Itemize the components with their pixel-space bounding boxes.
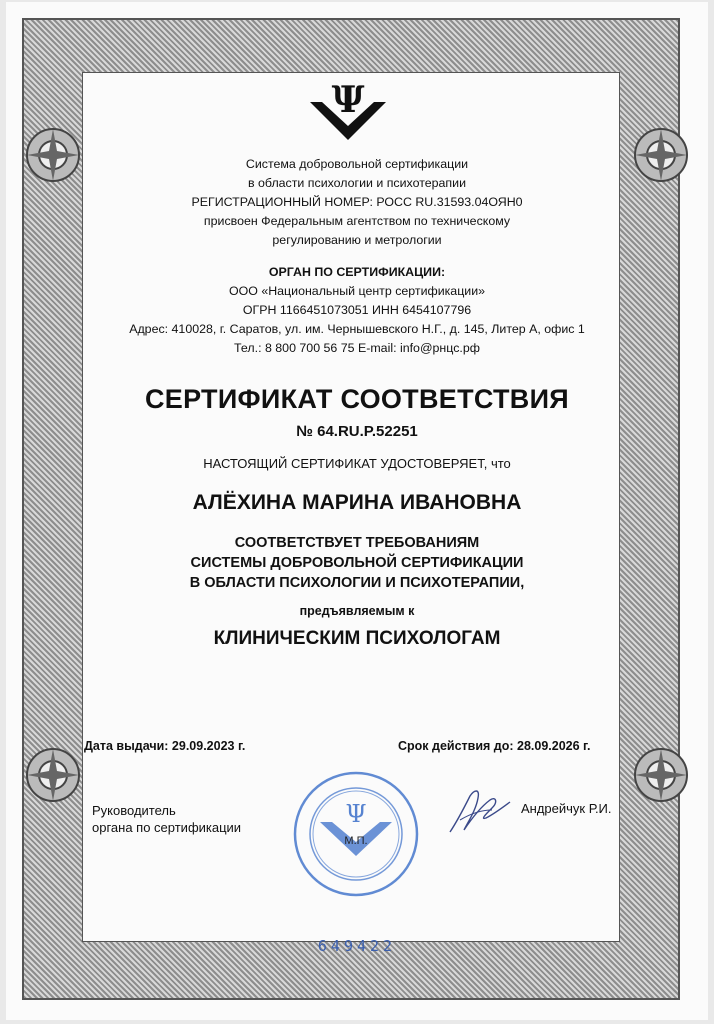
holder-name: АЛЁХИНА МАРИНА ИВАНОВНА [192,491,522,514]
official-seal [292,770,420,898]
requirements-block [0,533,714,593]
svg-text:Ψ: Ψ [345,800,367,828]
certification-body [0,263,714,358]
requirements-line: СИСТЕМЫ ДОБРОВОЛЬНОЙ СЕРТИФИКАЦИИ [190,555,524,571]
requirements-line: В ОБЛАСТИ ПСИХОЛОГИИ И ПСИХОТЕРАПИИ, [189,575,525,591]
presented-text: предъявляемым к [299,604,415,618]
requirements-line: СООТВЕТСТВУЕТ ТРЕБОВАНИЯМ [234,535,480,551]
seal-label: М.П. [344,835,368,847]
certificate-title: СЕРТИФИКАТ СООТВЕТСТВИЯ [145,384,569,414]
role-line: органа по сертификации [92,820,242,835]
organ-address: Адрес: 410028, г. Саратов, ул. им. Чернышевского Н.Г., д. 145, Литер А, офис 1 [129,322,585,336]
target-group: КЛИНИЧЕСКИМ ПСИХОЛОГАМ [213,628,501,649]
certificate-number: № 64.RU.P.52251 [296,423,418,440]
role-line: Руководитель [92,803,176,818]
certifies-text: НАСТОЯЩИЙ СЕРТИФИКАТ УДОСТОВЕРЯЕТ, что [203,456,511,471]
header-line: присвоен Федеральным агентством по техническому [203,214,511,228]
organ-title: ОРГАН ПО СЕРТИФИКАЦИИ: [268,265,446,279]
psi-logo [306,76,390,142]
system-header [0,155,714,250]
svg-text:Ψ: Ψ [331,79,365,121]
serial-number: 649422 [317,937,397,955]
signer-name: Андрейчук Р.И. [521,801,612,816]
corner-ornament-left-bottom [18,740,88,810]
registration-number: РЕГИСТРАЦИОННЫЙ НОМЕР: РОСС RU.31593.04ОЯН0 [191,195,523,209]
handwritten-signature [440,780,520,840]
corner-ornament-right-bottom [626,740,696,810]
issue-date: Дата выдачи: 29.09.2023 г. [84,739,246,753]
organ-line: ОГРН 1166451073051 ИНН 6454107796 [242,303,472,317]
organ-line: ООО «Национальный центр сертификации» [228,284,486,298]
header-line: в области психологии и психотерапии [247,176,466,190]
signatory-role [92,802,241,836]
header-line: Система добровольной сертификации [245,157,469,171]
valid-until: Срок действия до: 28.09.2026 г. [398,739,591,753]
organ-contacts: Тел.: 8 800 700 56 75 E-mail: info@рнцс.рф [234,341,480,355]
header-line: регулированию и метрологии [272,233,442,247]
